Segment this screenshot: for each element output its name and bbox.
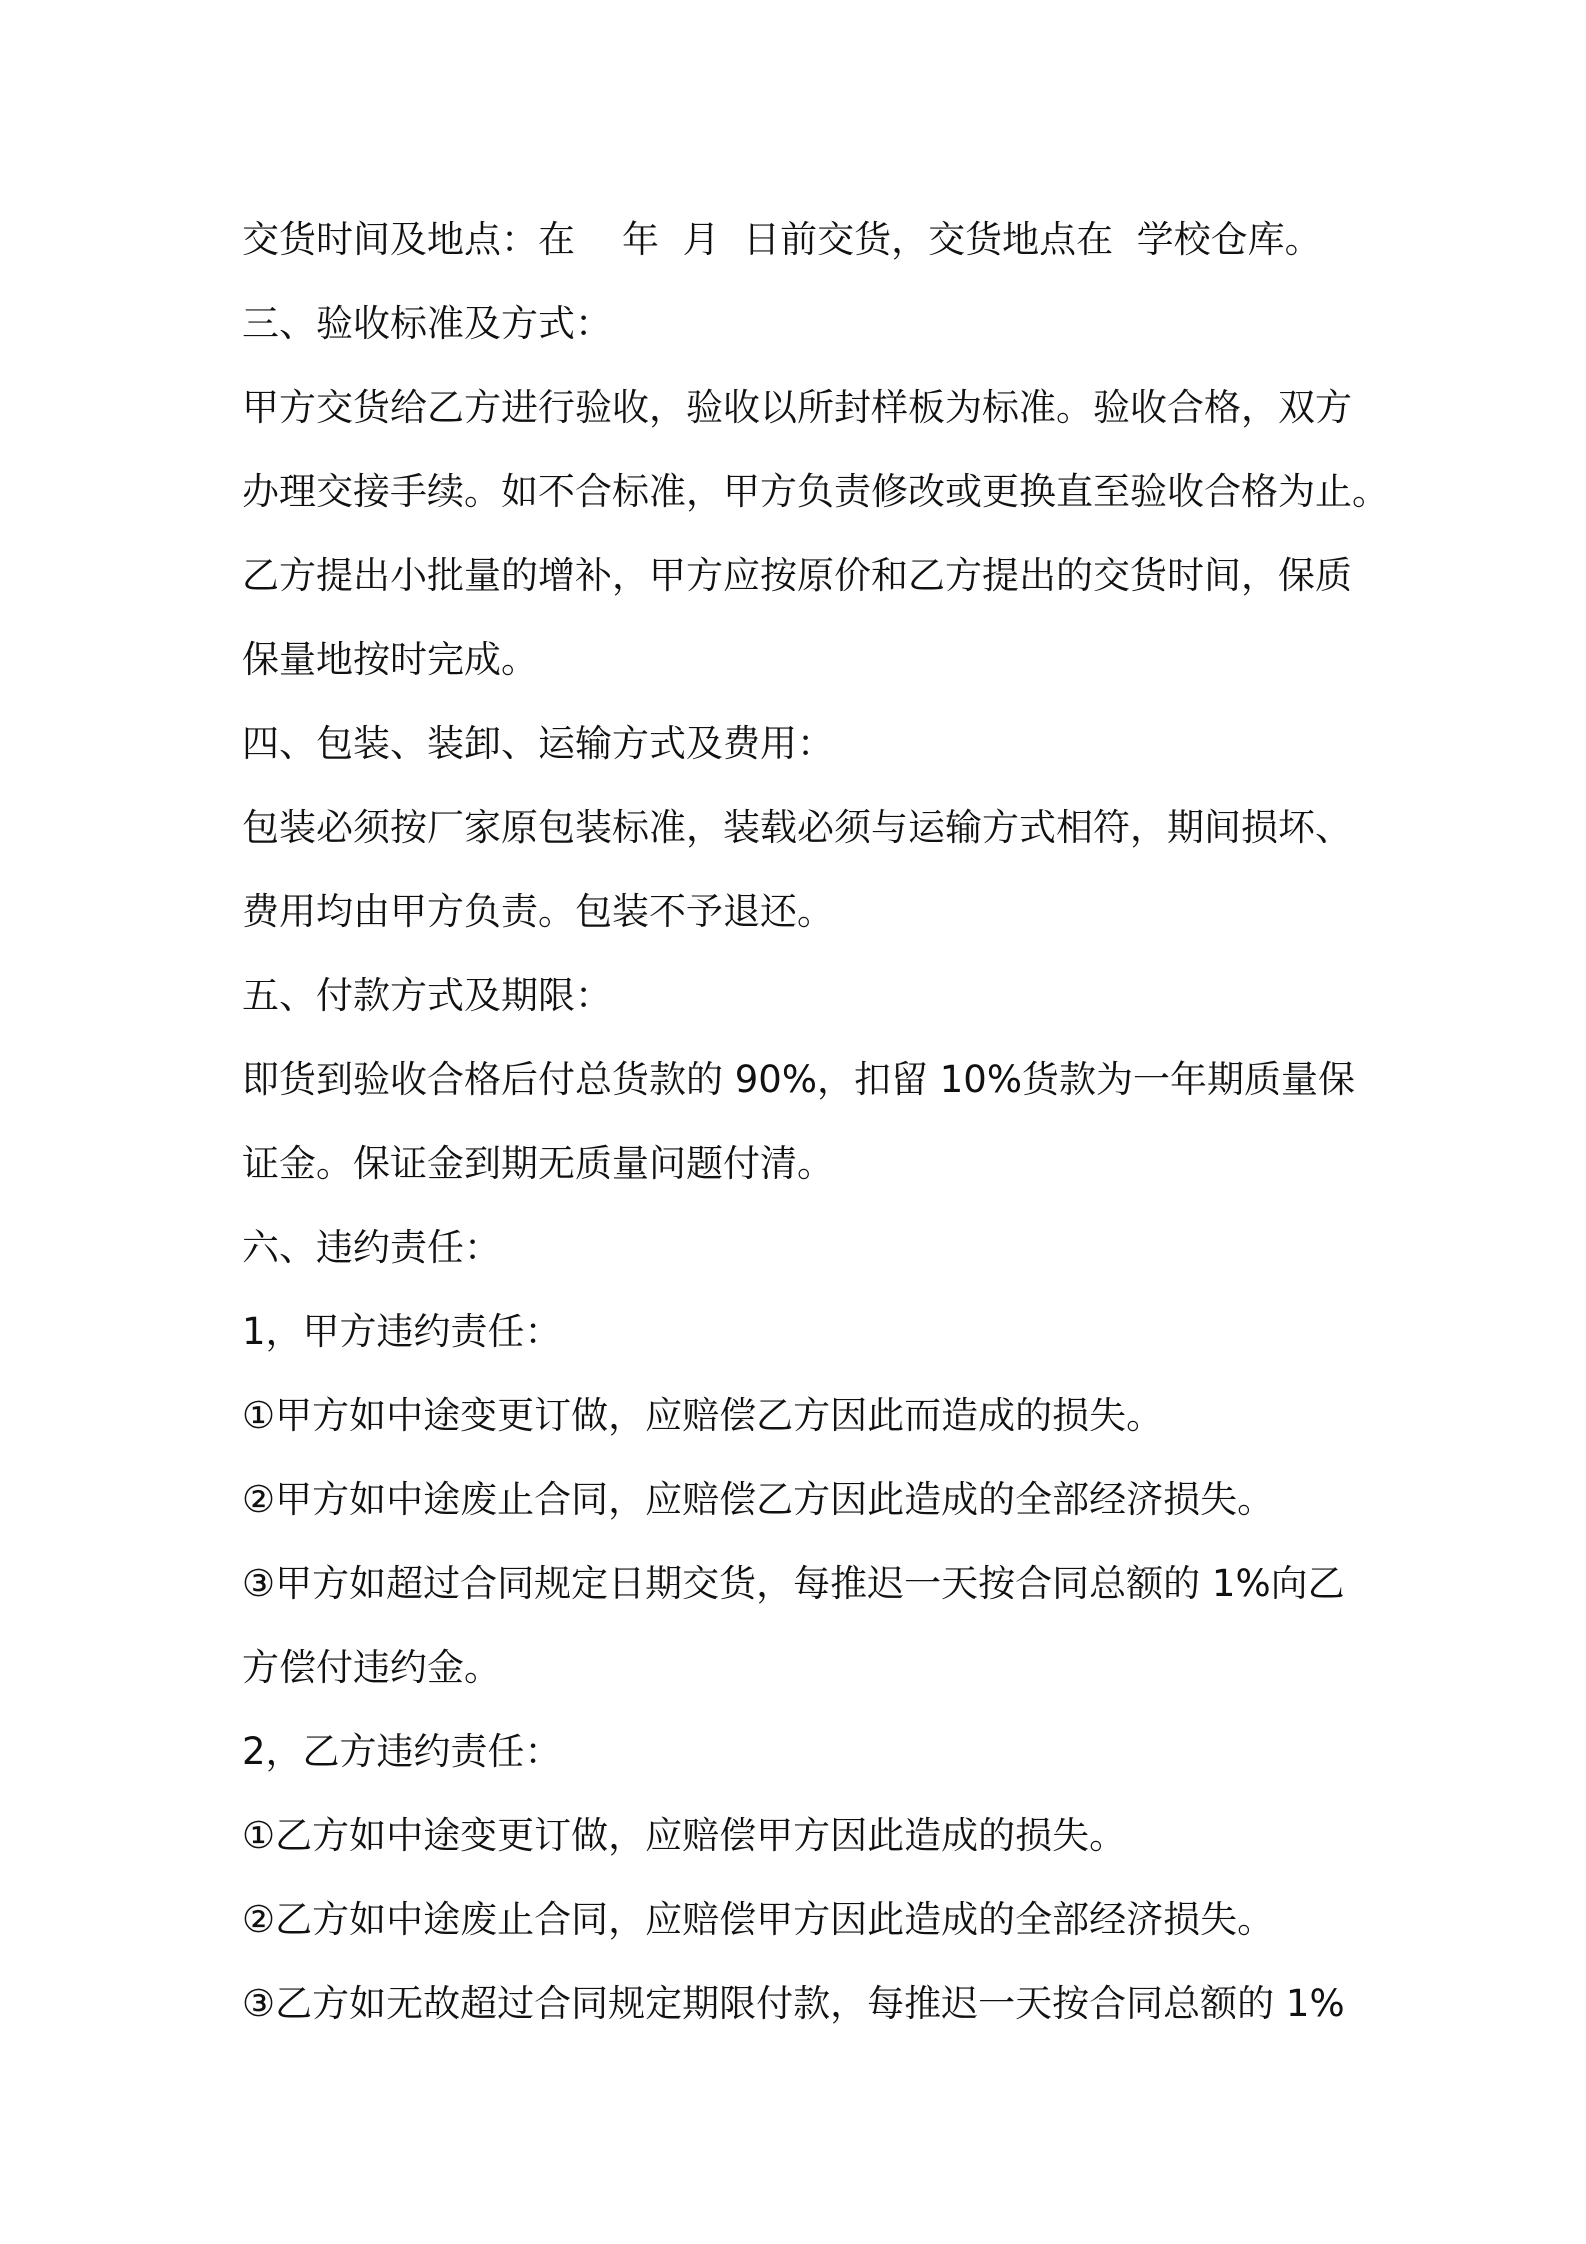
paragraph-line: 乙方提出小批量的增补，甲方应按原价和乙方提出的交货时间，保质 — [242, 554, 1352, 597]
paragraph-line: 保量地按时完成。 — [242, 638, 538, 681]
document-body — [242, 198, 1389, 2046]
paragraph-line: 费用均由甲方负责。包装不予退还。 — [242, 890, 834, 933]
subsection-party-b-heading: 2，乙方违约责任： — [242, 1730, 562, 1773]
list-item: ②甲方如中途废止合同，应赔偿乙方因此造成的全部经济损失。 — [242, 1478, 1275, 1521]
delivery-time-place-line: 交货时间及地点：在 年 月 日前交货，交货地点在 学校仓库。 — [242, 218, 1322, 261]
list-item: ②乙方如中途废止合同，应赔偿甲方因此造成的全部经济损失。 — [242, 1898, 1275, 1941]
paragraph-line: 证金。保证金到期无质量问题付清。 — [242, 1142, 834, 1185]
list-item: ①甲方如中途变更订做，应赔偿乙方因此而造成的损失。 — [242, 1394, 1164, 1437]
list-item: ③乙方如无故超过合同规定期限付款，每推迟一天按合同总额的 1% — [242, 1982, 1345, 2025]
paragraph-line: 即货到验收合格后付总货款的 90%，扣留 10%货款为一年期质量保 — [242, 1058, 1355, 1101]
section-3-heading: 三、验收标准及方式： — [242, 302, 612, 345]
section-5-heading: 五、付款方式及期限： — [242, 974, 612, 1017]
section-4-heading: 四、包装、装卸、运输方式及费用： — [242, 722, 834, 765]
section-6-heading: 六、违约责任： — [242, 1226, 501, 1269]
list-item-continuation: 方偿付违约金。 — [242, 1646, 501, 1689]
list-item: ①乙方如中途变更订做，应赔偿甲方因此造成的损失。 — [242, 1814, 1127, 1857]
list-item: ③甲方如超过合同规定日期交货，每推迟一天按合同总额的 1%向乙 — [242, 1562, 1345, 1605]
paragraph-line: 甲方交货给乙方进行验收，验收以所封样板为标准。验收合格，双方 — [242, 386, 1352, 429]
subsection-party-a-heading: 1，甲方违约责任： — [242, 1310, 562, 1353]
paragraph-line: 办理交接手续。如不合标准，甲方负责修改或更换直至验收合格为止。 — [242, 470, 1389, 513]
paragraph-line: 包装必须按厂家原包装标准，装载必须与运输方式相符，期间损坏、 — [242, 806, 1352, 849]
